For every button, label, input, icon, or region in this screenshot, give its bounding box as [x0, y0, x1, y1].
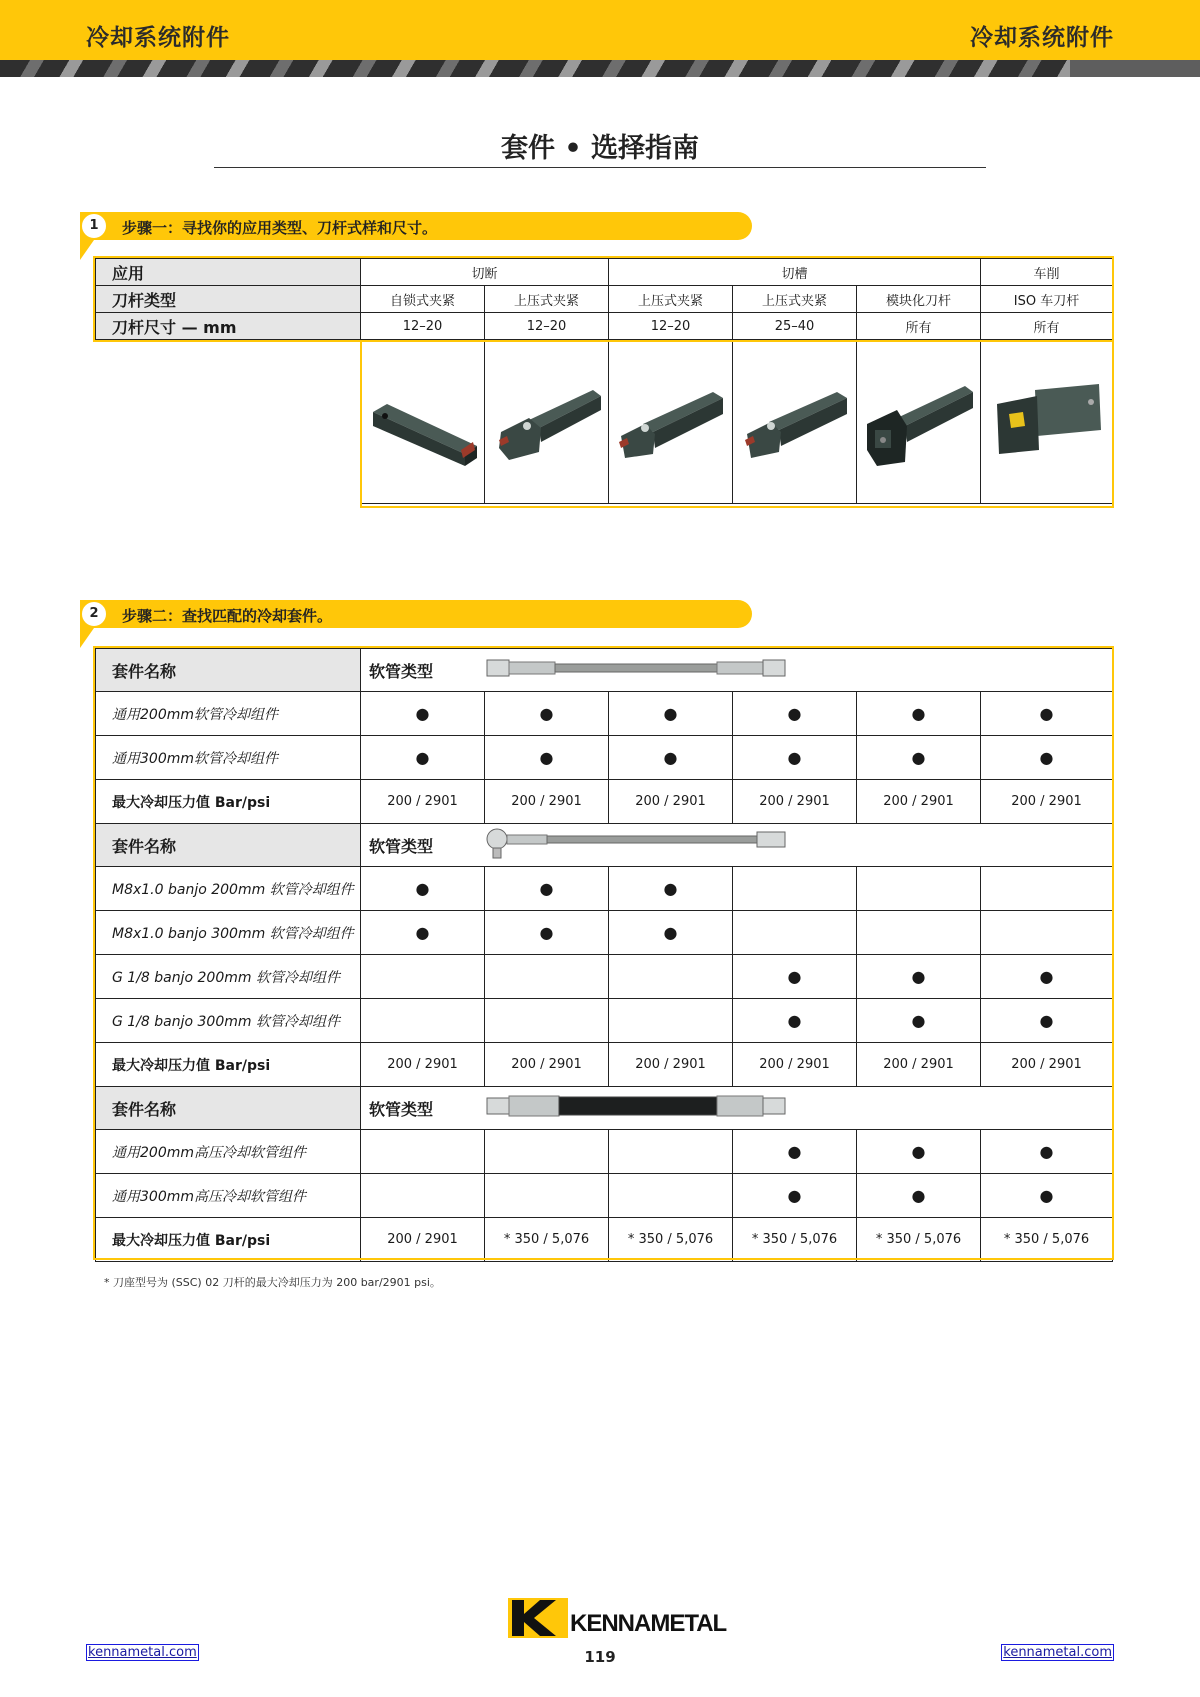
kit-mark	[485, 1130, 609, 1174]
hose-type-label: 软管类型	[361, 1087, 485, 1130]
hose-image	[485, 1087, 981, 1130]
high-pressure-hose-icon	[485, 1092, 795, 1120]
kit-mark: ●	[981, 999, 1113, 1043]
pressure-value: 200 / 2901	[361, 1043, 485, 1087]
header-left-title: 冷却系统附件	[86, 25, 230, 51]
holder-type-cell: 模块化刀杆	[857, 286, 981, 313]
banjo-hose-icon	[485, 826, 795, 860]
kit-mark	[609, 1174, 733, 1218]
step2-table	[95, 648, 1113, 1262]
holder-size-row	[96, 313, 1113, 340]
holder-size-cell: 所有	[857, 313, 981, 340]
pressure-value: * 350 / 5,076	[981, 1218, 1113, 1262]
step1-banner	[80, 212, 752, 240]
kit-mark: ●	[361, 911, 485, 955]
parting-top-clamp-holder-icon	[489, 370, 605, 470]
hose-type-label: 软管类型	[361, 824, 485, 867]
kit-mark: ●	[857, 955, 981, 999]
kit-mark: ●	[361, 736, 485, 780]
application-row	[96, 259, 1113, 286]
pressure-value: 200 / 2901	[485, 1043, 609, 1087]
table-row	[96, 999, 1113, 1043]
pressure-value: 200 / 2901	[609, 780, 733, 824]
page-title: 套件 • 选择指南	[500, 133, 700, 164]
kit-mark: ●	[609, 911, 733, 955]
footer-link-left[interactable]: kennametal.com	[88, 1645, 197, 1660]
step2-label: 步骤二：查找匹配的冷却套件。	[122, 607, 333, 625]
kit-row-name: 通用300mm软管冷却组件	[96, 736, 361, 780]
kit-mark: ●	[733, 692, 857, 736]
kit-row-name: G 1/8 banjo 300mm 软管冷却组件	[96, 999, 361, 1043]
kit-mark	[981, 867, 1113, 911]
parting-self-lock-holder-icon	[365, 370, 481, 470]
kit-mark: ●	[981, 1130, 1113, 1174]
kit-mark: ●	[857, 692, 981, 736]
kit-name-label: 套件名称	[96, 824, 361, 867]
pressure-value: 200 / 2901	[733, 780, 857, 824]
pressure-value: * 350 / 5,076	[733, 1218, 857, 1262]
kit-mark	[485, 999, 609, 1043]
application-grooving: 切槽	[609, 259, 981, 286]
pressure-value: 200 / 2901	[361, 1218, 485, 1262]
kit-mark: ●	[609, 692, 733, 736]
grooving-top-clamp-large-holder-icon	[737, 370, 853, 470]
kit-mark: ●	[485, 911, 609, 955]
kit-mark	[361, 999, 485, 1043]
application-turning: 车削	[981, 259, 1113, 286]
kit-mark: ●	[857, 999, 981, 1043]
table-row	[96, 955, 1113, 999]
kit-mark: ●	[857, 736, 981, 780]
step2-banner-tail	[80, 628, 94, 648]
pressure-value: 200 / 2901	[857, 780, 981, 824]
hose-image	[485, 649, 981, 692]
kit-row-name: M8x1.0 banjo 200mm 软管冷却组件	[96, 867, 361, 911]
holder-type-cell: 上压式夹紧	[609, 286, 733, 313]
kit-mark: ●	[981, 736, 1113, 780]
kit-mark	[361, 1174, 485, 1218]
kit-mark: ●	[609, 736, 733, 780]
holder-image-row	[96, 340, 1113, 504]
table-row	[96, 867, 1113, 911]
kit-mark: ●	[981, 692, 1113, 736]
holder-image	[361, 340, 485, 504]
kit-row-name: 通用200mm软管冷却组件	[96, 692, 361, 736]
table-row	[96, 1174, 1113, 1218]
header-stripes	[0, 60, 1200, 77]
pressure-value: 200 / 2901	[981, 780, 1113, 824]
pressure-value: 200 / 2901	[857, 1043, 981, 1087]
kennametal-logo-icon	[508, 1598, 568, 1638]
kit-mark: ●	[981, 1174, 1113, 1218]
footnote: * 刀座型号为 (SSC) 02 刀杆的最大冷却压力为 200 bar/2901 psi。	[104, 1276, 441, 1289]
iso-turning-holder-icon	[987, 370, 1107, 470]
kit-mark	[733, 911, 857, 955]
pressure-value: 200 / 2901	[361, 780, 485, 824]
modular-holder-icon	[861, 370, 977, 470]
kit-mark: ●	[733, 736, 857, 780]
holder-size-cell: 所有	[981, 313, 1113, 340]
holder-image	[857, 340, 981, 504]
application-parting: 切断	[361, 259, 609, 286]
holder-type-row	[96, 286, 1113, 313]
hose-type-label: 软管类型	[361, 649, 485, 692]
kit-mark: ●	[857, 1130, 981, 1174]
holder-type-cell: 上压式夹紧	[485, 286, 609, 313]
pressure-row	[96, 1043, 1113, 1087]
pressure-label: 最大冷却压力值 Bar/psi	[96, 780, 361, 824]
kit-mark: ●	[981, 955, 1113, 999]
kit-mark	[981, 911, 1113, 955]
step1-label: 步骤一：寻找你的应用类型、刀杆式样和尺寸。	[122, 219, 438, 237]
holder-size-cell: 12–20	[609, 313, 733, 340]
holder-size-cell: 12–20	[485, 313, 609, 340]
kit-mark: ●	[485, 736, 609, 780]
kit-mark	[609, 1130, 733, 1174]
application-label: 应用	[96, 259, 361, 286]
kit-mark	[361, 1130, 485, 1174]
kit-mark: ●	[733, 999, 857, 1043]
table-row	[96, 736, 1113, 780]
kit-mark	[733, 867, 857, 911]
header-right-title: 冷却系统附件	[970, 25, 1114, 51]
title-rule	[214, 167, 986, 168]
kit-mark	[857, 911, 981, 955]
header-bar	[0, 0, 1200, 60]
kit-mark: ●	[733, 1130, 857, 1174]
kit-mark: ●	[361, 867, 485, 911]
pressure-value: 200 / 2901	[981, 1043, 1113, 1087]
pressure-row	[96, 1218, 1113, 1262]
holder-type-cell: ISO 车刀杆	[981, 286, 1113, 313]
table-row	[96, 692, 1113, 736]
braided-hose-icon	[485, 655, 795, 681]
kit-mark: ●	[361, 692, 485, 736]
hose-image	[485, 824, 981, 867]
holder-size-label: 刀杆尺寸 — mm	[96, 313, 361, 340]
holder-image	[981, 340, 1113, 504]
kit-row-name: 通用300mm高压冷却软管组件	[96, 1174, 361, 1218]
pressure-label: 最大冷却压力值 Bar/psi	[96, 1218, 361, 1262]
pressure-value: 200 / 2901	[485, 780, 609, 824]
kit-row-name: 通用200mm高压冷却软管组件	[96, 1130, 361, 1174]
step2-banner	[80, 600, 752, 628]
pressure-value: * 350 / 5,076	[609, 1218, 733, 1262]
holder-type-cell: 自锁式夹紧	[361, 286, 485, 313]
holder-image	[609, 340, 733, 504]
table-row	[96, 1130, 1113, 1174]
step2-number: 2	[80, 600, 108, 628]
kit-mark: ●	[485, 692, 609, 736]
kit-mark: ●	[733, 955, 857, 999]
kit-name-label: 套件名称	[96, 649, 361, 692]
pressure-value: * 350 / 5,076	[485, 1218, 609, 1262]
step1-number: 1	[80, 212, 108, 240]
holder-type-cell: 上压式夹紧	[733, 286, 857, 313]
step1-table	[95, 258, 1113, 504]
holder-size-cell: 12–20	[361, 313, 485, 340]
kit-mark: ●	[857, 1174, 981, 1218]
holder-image	[733, 340, 857, 504]
pressure-value: 200 / 2901	[609, 1043, 733, 1087]
kit-name-label: 套件名称	[96, 1087, 361, 1130]
holder-image	[485, 340, 609, 504]
footer-link-right[interactable]: kennametal.com	[1003, 1645, 1112, 1660]
kit-mark	[485, 1174, 609, 1218]
kit-row-name: M8x1.0 banjo 300mm 软管冷却组件	[96, 911, 361, 955]
pressure-value: * 350 / 5,076	[857, 1218, 981, 1262]
pressure-label: 最大冷却压力值 Bar/psi	[96, 1043, 361, 1087]
kit-mark: ●	[485, 867, 609, 911]
kit-mark	[609, 999, 733, 1043]
kit-mark: ●	[733, 1174, 857, 1218]
holder-type-label: 刀杆类型	[96, 286, 361, 313]
brand-name: KENNAMETAL	[570, 1610, 727, 1637]
page-number: 119	[584, 1648, 616, 1666]
kit-mark	[485, 955, 609, 999]
kit-mark	[857, 867, 981, 911]
grooving-top-clamp-holder-icon	[613, 370, 729, 470]
kit-mark	[361, 955, 485, 999]
kit-row-name: G 1/8 banjo 200mm 软管冷却组件	[96, 955, 361, 999]
kit-header-row	[96, 824, 1113, 867]
kit-mark: ●	[609, 867, 733, 911]
kit-header-row	[96, 1087, 1113, 1130]
kit-header-row	[96, 649, 1113, 692]
step1-banner-tail	[80, 240, 94, 260]
kit-mark	[609, 955, 733, 999]
pressure-value: 200 / 2901	[733, 1043, 857, 1087]
pressure-row	[96, 780, 1113, 824]
holder-size-cell: 25–40	[733, 313, 857, 340]
table-row	[96, 911, 1113, 955]
